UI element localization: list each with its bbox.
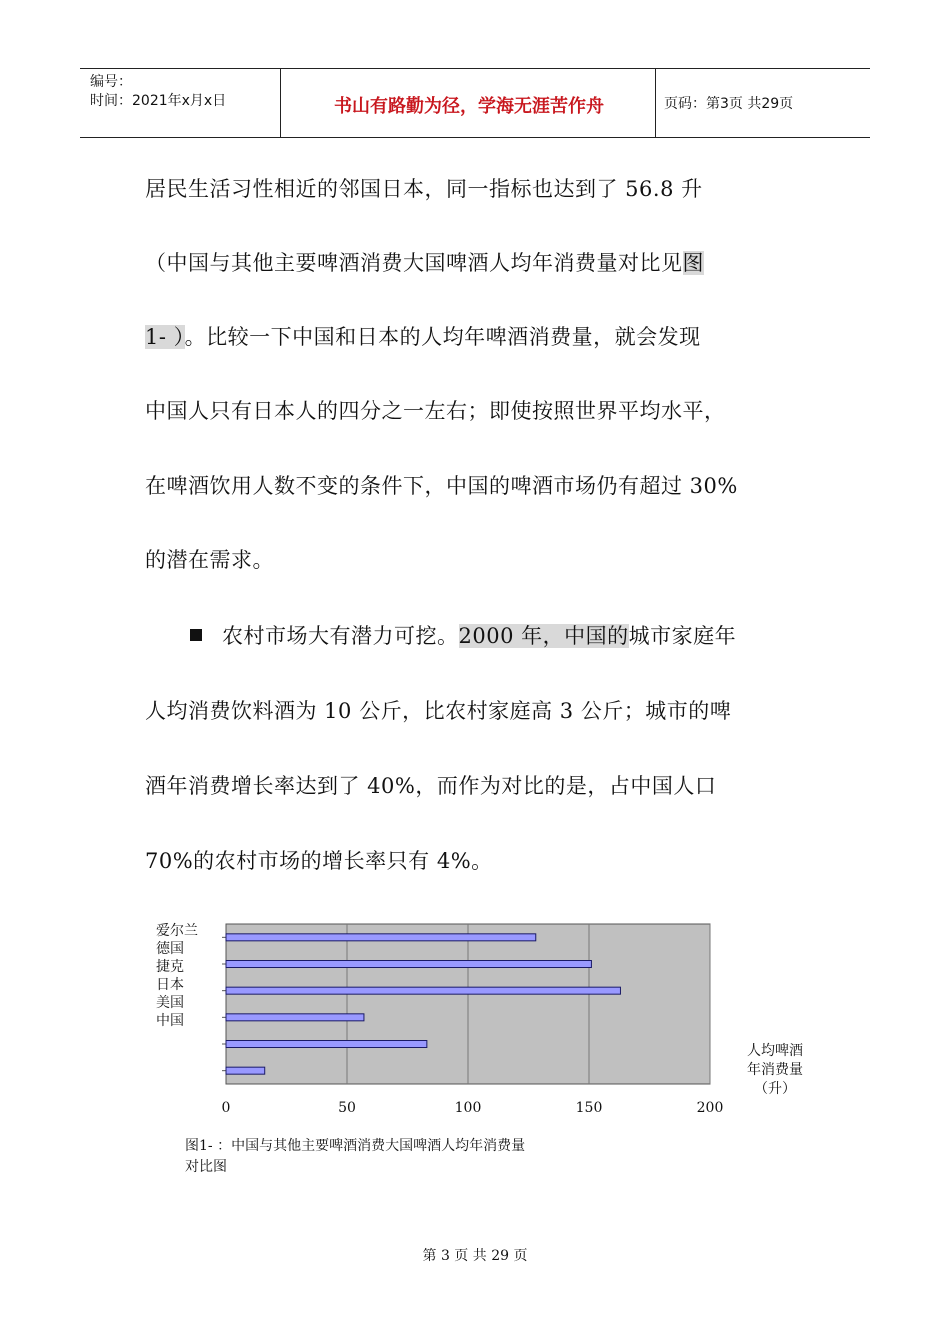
header-page-number: 页码：第3页 共29页 (664, 96, 794, 112)
header-meta (90, 73, 226, 111)
category-label: 德国 (156, 941, 184, 957)
x-tick-label: 150 (575, 1100, 603, 1116)
body-line: 的潜在需求。 (145, 548, 274, 572)
unit-line: 人均啤酒 (747, 1043, 803, 1059)
caption-line: 图1- ：中国与其他主要啤酒消费大国啤酒人均年消费量 (185, 1138, 526, 1154)
category-label: 爱尔兰 (156, 923, 198, 939)
bar-德国 (226, 961, 591, 968)
bullet-line (190, 620, 736, 650)
chart-plot (150, 920, 790, 1120)
serial-label: 编号： (90, 74, 132, 90)
unit-line: （升） (754, 1081, 796, 1097)
category-label: 美国 (156, 995, 184, 1011)
page-header (80, 68, 870, 138)
category-label: 日本 (156, 977, 184, 993)
header-divider (280, 69, 281, 137)
body-line (145, 247, 704, 277)
header-motto: 书山有路勤为径，学海无涯苦作舟 (334, 96, 604, 117)
caption-line: 对比图 (185, 1159, 227, 1175)
body-text: 城市家庭年 (628, 624, 737, 648)
chart-caption (185, 1136, 605, 1178)
unit-line: 年消费量 (747, 1062, 803, 1078)
bar-美国 (226, 1041, 427, 1048)
figure-reference: 图 (682, 251, 704, 275)
body-text: （中国与其他主要啤酒消费大国啤酒人均年消费量对比见 (145, 251, 683, 275)
page-footer: 第 3 页 共 29 页 (422, 1248, 528, 1264)
x-tick-label: 200 (696, 1100, 724, 1116)
body-text: 农村市场大有潜力可挖。 (222, 624, 459, 648)
x-tick-label: 50 (338, 1100, 356, 1116)
chart-unit-label (740, 1042, 810, 1099)
bar-chart (150, 920, 803, 1190)
body-line: 中国人只有日本人的四分之一左右；即使按照世界平均水平， (145, 399, 726, 423)
body-line: 70%的农村市场的增长率只有 4%。 (145, 849, 493, 873)
highlighted-text: 2000 年，中国的 (458, 624, 629, 648)
body-line: 酒年消费增长率达到了 40%，而作为对比的是，占中国人口 (145, 774, 717, 798)
bar-中国 (226, 1067, 265, 1074)
body-line: 在啤酒饮用人数不变的条件下，中国的啤酒市场仍有超过 30% (145, 474, 738, 498)
header-divider (655, 69, 656, 137)
body-line: 居民生活习性相近的邻国日本，同一指标也达到了 56.8 升 (145, 177, 703, 201)
figure-reference: 1- ） (145, 325, 185, 349)
time-label: 时间：2021年x月x日 (90, 93, 227, 109)
x-tick-label: 0 (221, 1100, 231, 1116)
bar-日本 (226, 1014, 364, 1021)
category-label: 中国 (156, 1013, 184, 1029)
body-line: 人均消费饮料酒为 10 公斤，比农村家庭高 3 公斤；城市的啤 (145, 699, 732, 723)
x-tick-label: 100 (454, 1100, 482, 1116)
bullet-square-icon (190, 629, 202, 641)
bar-捷克 (226, 987, 620, 994)
body-line (145, 321, 701, 351)
category-label: 捷克 (156, 959, 184, 975)
body-text: 。比较一下中国和日本的人均年啤酒消费量，就会发现 (184, 325, 701, 349)
bar-爱尔兰 (226, 934, 536, 941)
